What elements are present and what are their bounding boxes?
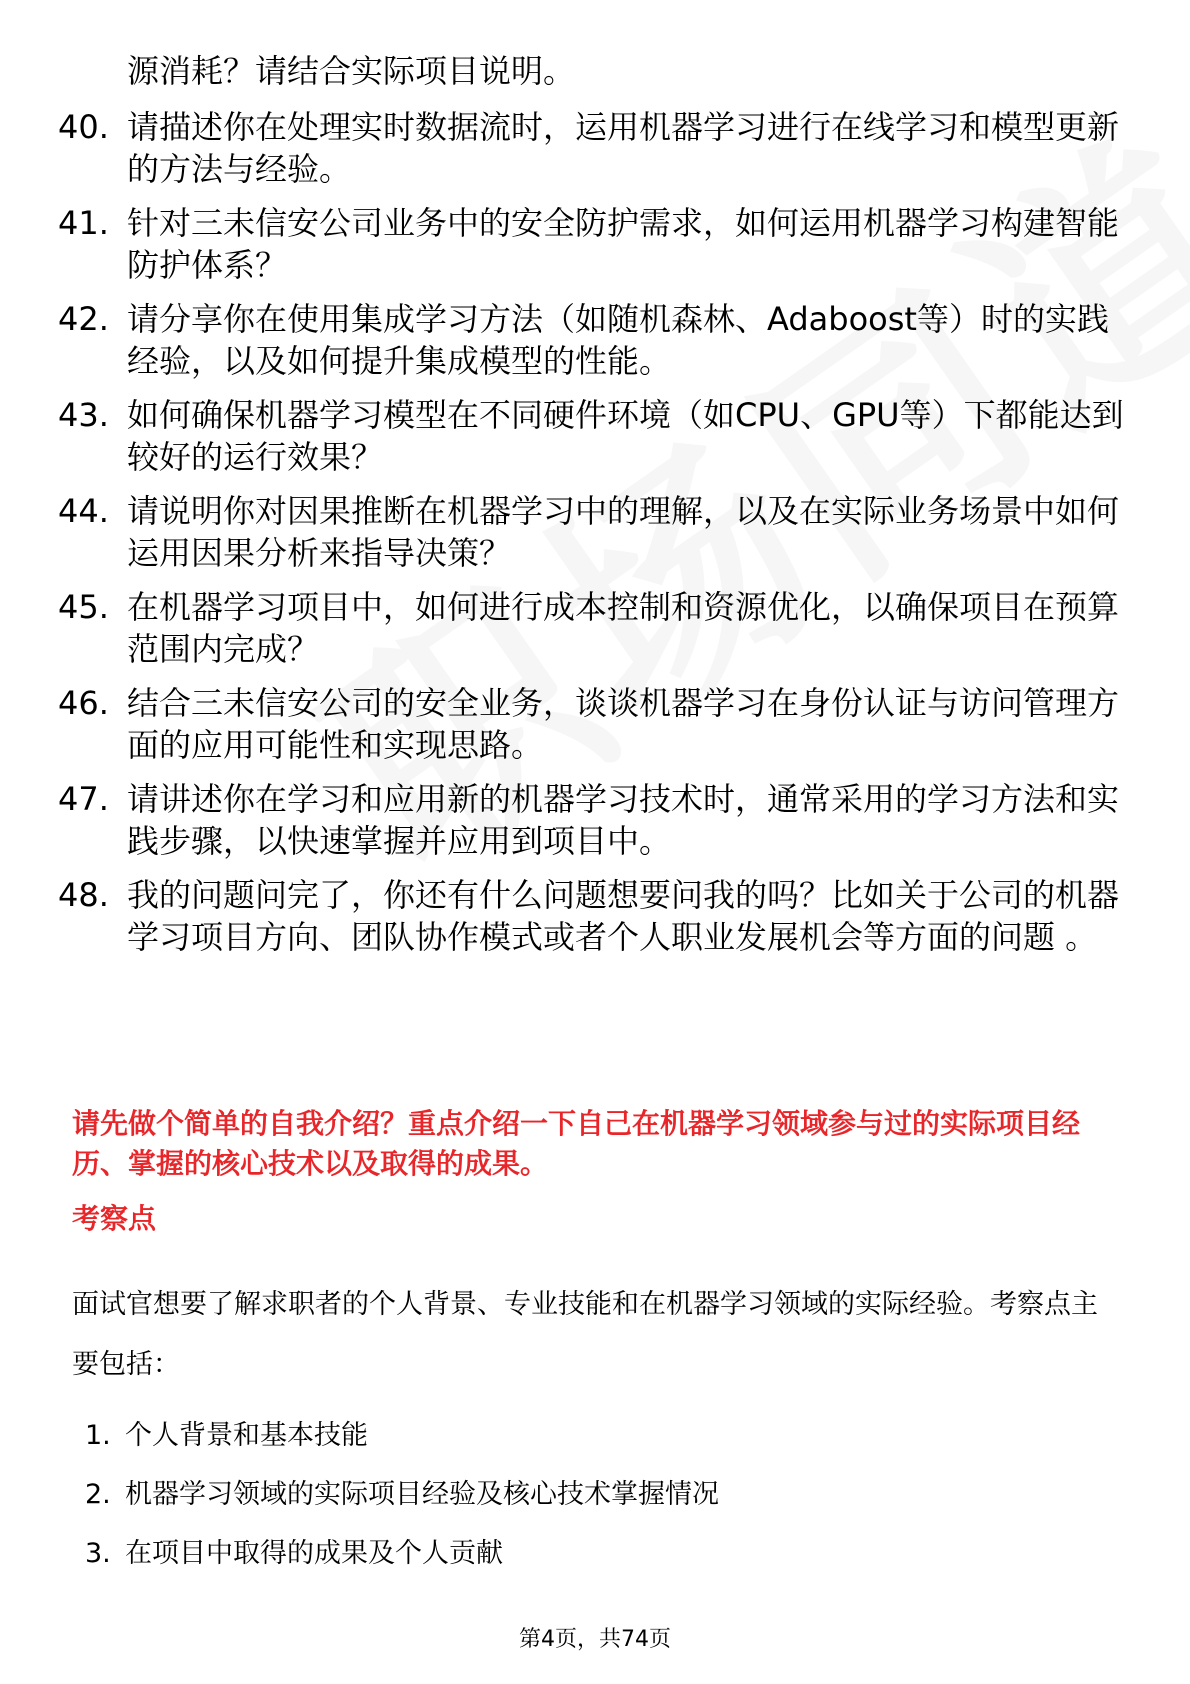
question-text: 请说明你对因果推断在机器学习中的理解，以及在实际业务场景中如何运用因果分析来指导决策？ xyxy=(127,492,1120,572)
list-item-text: 机器学习领域的实际项目经验及核心技术掌握情况 xyxy=(125,1479,719,1510)
question-number: 42. xyxy=(58,300,109,338)
question-text: 我的问题问完了，你还有什么问题想要问我的吗？比如关于公司的机器学习项目方向、团队协作模式或者个人职业发展机会等方面的问题 。 xyxy=(127,876,1120,956)
section-title: 考察点 xyxy=(72,1202,157,1235)
question-number: 47. xyxy=(58,780,109,818)
question-text: 针对三未信安公司业务中的安全防护需求，如何运用机器学习构建智能防护体系？ xyxy=(127,204,1120,284)
list-item-number: 1. xyxy=(85,1420,111,1451)
question-text: 请描述你在处理实时数据流时，运用机器学习进行在线学习和模型更新的方法与经验。 xyxy=(127,108,1120,188)
explanation-paragraph: 面试官想要了解求职者的个人背景、专业技能和在机器学习领域的实际经验。考察点主要包括： xyxy=(72,1289,1098,1380)
question-number: 46. xyxy=(58,684,109,722)
question-continuation: 源消耗？请结合实际项目说明。 xyxy=(127,52,576,90)
list-item-text: 个人背景和基本技能 xyxy=(125,1420,368,1451)
list-item-number: 2. xyxy=(85,1479,111,1510)
question-number: 40. xyxy=(58,108,109,146)
question-number: 45. xyxy=(58,588,109,626)
question-text: 请讲述你在学习和应用新的机器学习技术时，通常采用的学习方法和实践步骤，以快速掌握并应用到项目中。 xyxy=(127,780,1120,860)
list-item-number: 3. xyxy=(85,1538,111,1569)
question-text: 结合三未信安公司的安全业务，谈谈机器学习在身份认证与访问管理方面的应用可能性和实现思路。 xyxy=(127,684,1120,764)
list-item-text: 在项目中取得的成果及个人贡献 xyxy=(125,1538,503,1569)
question-number: 41. xyxy=(58,204,109,242)
question-number: 43. xyxy=(58,396,109,434)
question-text: 如何确保机器学习模型在不同硬件环境（如CPU、GPU等）下都能达到较好的运行效果？ xyxy=(127,396,1124,476)
question-text: 在机器学习项目中，如何进行成本控制和资源优化，以确保项目在预算范围内完成？ xyxy=(127,588,1120,668)
question-number: 44. xyxy=(58,492,109,530)
question-text: 请分享你在使用集成学习方法（如随机森林、Adaboost等）时的实践经验，以及如何提升集成模型的性能。 xyxy=(127,300,1109,380)
highlighted-question: 请先做个简单的自我介绍？重点介绍一下自己在机器学习领域参与过的实际项目经历、掌握的核心技术以及取得的成果。 xyxy=(72,1107,1081,1180)
page-footer: 第4页，共74页 xyxy=(519,1627,671,1652)
question-number: 48. xyxy=(58,876,109,914)
